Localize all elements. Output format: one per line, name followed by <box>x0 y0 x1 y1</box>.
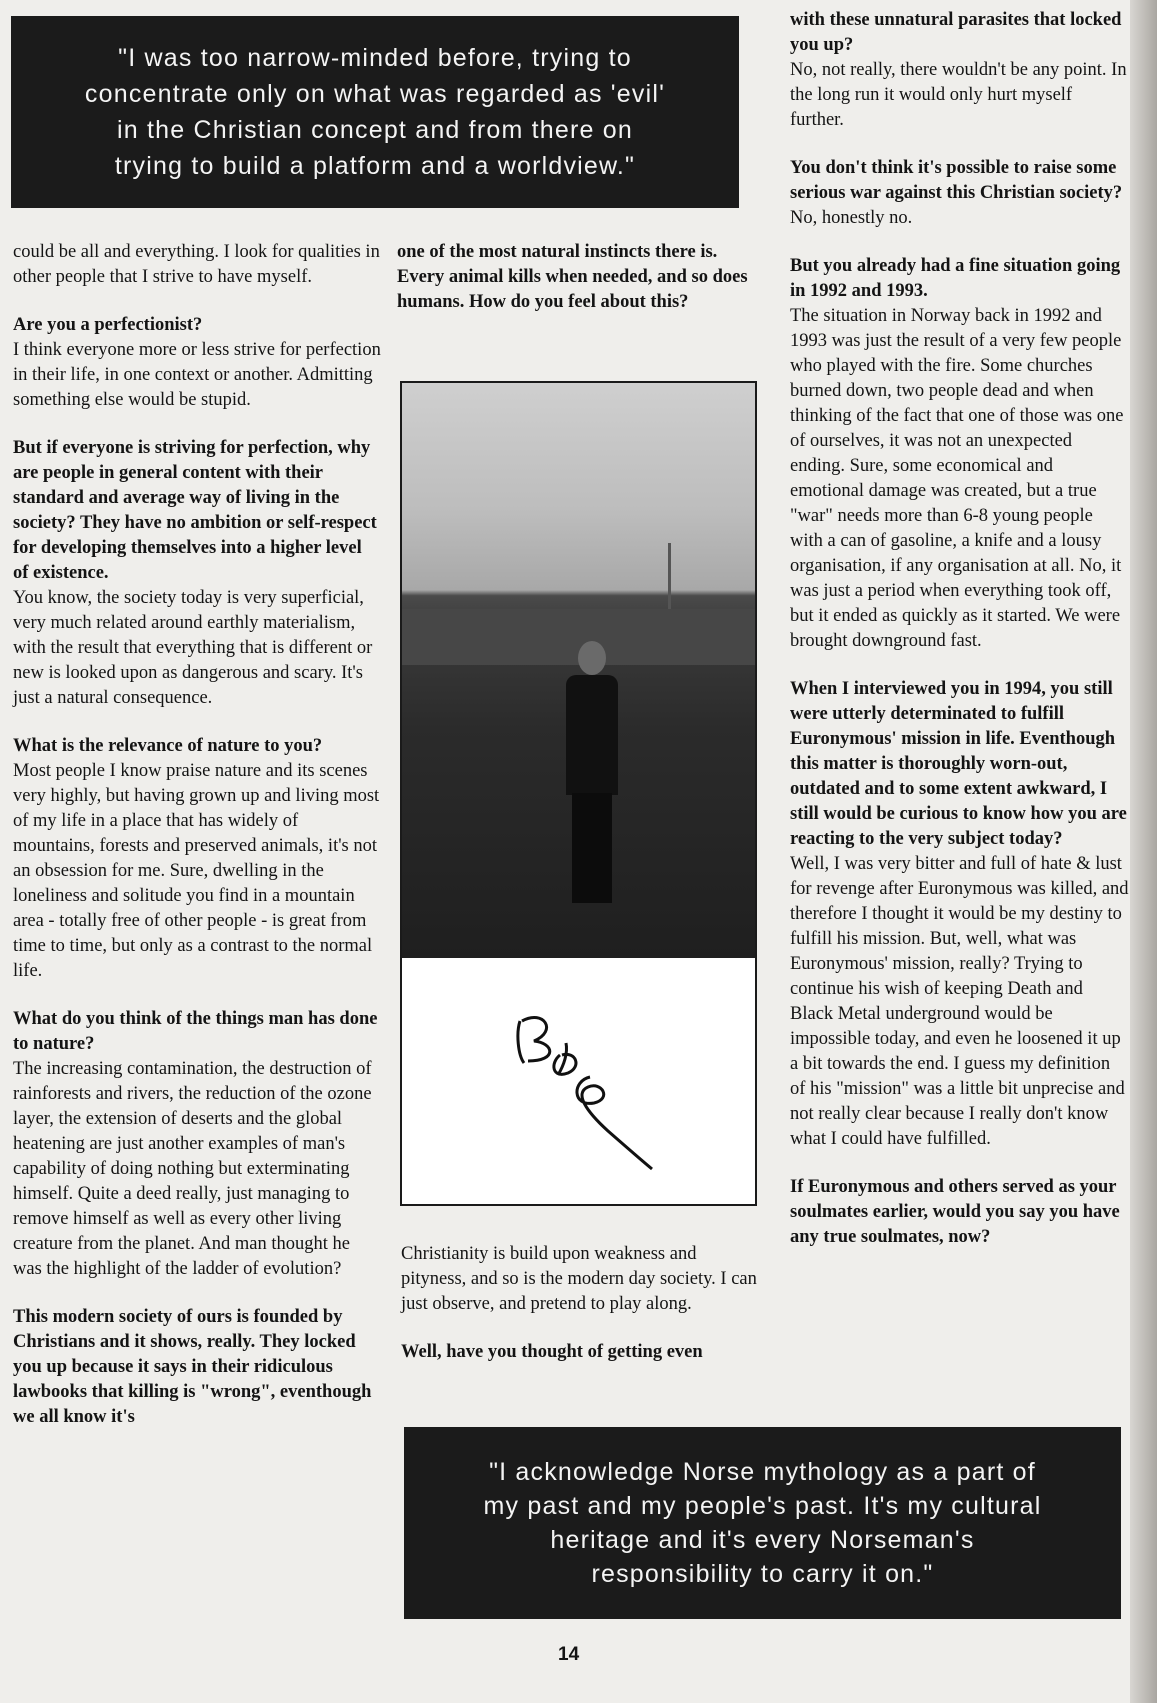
answer-christianity <box>401 1242 761 1317</box>
question-text: But if everyone is striving for perfection, why are people in general content with their standard and average way of living in the society? They have no ambition or self-respect for developing themselves into a higher level of existence. <box>13 438 377 583</box>
page-number: 14 <box>558 1644 580 1665</box>
question-text: What is the relevance of nature to you? <box>13 736 323 756</box>
qa-soulmates <box>790 1175 1130 1250</box>
answer-text: No, honestly no. <box>790 208 913 228</box>
qa-man-nature <box>13 1007 381 1282</box>
pull-quote-bottom-text: "I acknowledge Norse mythology as a part of my past and my people's past. It's my cultural heritage and it's every Norseman's responsibility to carry it on." <box>483 1458 1042 1588</box>
question-text: You don't think it's possible to raise some serious war against this Christian society? <box>790 158 1123 203</box>
question-text: But you already had a fine situation going in 1992 and 1993. <box>790 256 1121 301</box>
column-3 <box>790 8 1130 1273</box>
qa-getting-even <box>401 1340 761 1365</box>
figure-body <box>566 675 618 795</box>
answer-text: Well, I was very bitter and full of hate & lust for revenge after Euronymous was killed, and therefore I thought it would be my destiny to fulfill his mission. But, well, what was Euronymous' mission, really? Trying to continue his wish of keeping Death and Black Metal underground would be impossible today, and even he loosened it up a bit towards the end. I guess my definition of his "mission" was a little bit unprecise and not really clear because I really don't know what I could have fulfilled. <box>790 854 1129 1149</box>
pull-quote-top <box>11 16 739 208</box>
question-text: Well, have you thought of getting even <box>401 1342 703 1362</box>
column-2-lower <box>401 1242 761 1388</box>
page-edge-shadow <box>1130 0 1157 1703</box>
figure-legs <box>572 793 612 903</box>
question-text: one of the most natural instincts there is. Every animal kills when needed, and so does humans. How do you feel about this? <box>397 242 748 312</box>
qa-nature <box>13 734 381 984</box>
pull-quote-bottom <box>404 1427 1121 1619</box>
pull-quote-top-text: "I was too narrow-minded before, trying to concentrate only on what was regarded as 'evil' in the Christian concept and from there on trying to build a platform and a worldview." <box>84 44 666 180</box>
answer-text: I think everyone more or less strive for perfection in their life, in one context or another. Admitting something else would be stupid. <box>13 340 381 410</box>
answer-text: could be all and everything. I look for qualities in other people that I strive to have myself. <box>13 242 380 287</box>
figure-head <box>578 641 606 675</box>
handwritten-signature <box>502 1003 662 1173</box>
qa-euronymous-mission <box>790 677 1130 1152</box>
question-text: What do you think of the things man has done to nature? <box>13 1009 378 1054</box>
answer-text: The situation in Norway back in 1992 and 1993 was just the result of a very few people who played with the fire. Some churches burned down, two people dead and when thinking of the fact that one of those was one of ourselves, it was not an unexpected ending. Sure, some economical and emotional damage was created, but a true "war" needs more than 6-8 young people with a can of gasoline, a knife and a lousy organisation, if any organisation at all. No, it was just a period when everything took off, but it ended as quickly as it started. We were brought downground fast. <box>790 306 1124 651</box>
qa-perfectionist <box>13 313 381 413</box>
answer-text: Most people I know praise nature and its scenes very highly, but having grown up and living most of my life in a place that has widely of mountains, forests and preserved animals, it's not an obsession for me. Sure, dwelling in the loneliness and solitude you find in a mountain area - totally free of other people - is great from time to time, but only as a contrast to the normal life. <box>13 761 380 981</box>
qa-parasites <box>790 8 1130 133</box>
intro-paragraph <box>13 240 381 290</box>
portrait-photo <box>402 383 755 958</box>
answer-text: Christianity is build upon weakness and pityness, and so is the modern day society. I can just observe, and pretend to play along. <box>401 1244 757 1314</box>
qa-modern-society <box>13 1305 381 1430</box>
column-2 <box>397 240 761 338</box>
column-1 <box>13 240 381 1453</box>
question-continued <box>397 240 761 315</box>
photo-with-signature <box>400 381 757 1206</box>
answer-text: No, not really, there wouldn't be any point. In the long run it would only hurt myself further. <box>790 60 1127 130</box>
answer-text: The increasing contamination, the destruction of rainforests and rivers, the reduction of the ozone layer, the extension of deserts and the global heatening are just another examples of man's capability of doing nothing but exterminating himself. Quite a deed really, just managing to remove himself as well as every other living creature from the planet. And man thought he was the highlight of the ladder of evolution? <box>13 1059 372 1279</box>
question-text: When I interviewed you in 1994, you still were utterly determinated to fulfill Euronymous' mission in life. Eventhough this matter is thoroughly worn-out, outdated and to some extent awkward, I still would be curious to know how you are reacting to the very subject today? <box>790 679 1127 849</box>
answer-text: You know, the society today is very superficial, very much related around earthly materialism, with the result that everything that is different or new is looked upon as dangerous and scary. It's just a natural consequence. <box>13 588 373 708</box>
qa-1992 <box>790 254 1130 654</box>
question-text: Are you a perfectionist? <box>13 315 203 335</box>
question-text: If Euronymous and others served as your soulmates earlier, would you say you have any true soulmates, now? <box>790 1177 1120 1247</box>
question-text: with these unnatural parasites that locked you up? <box>790 10 1122 55</box>
qa-war <box>790 156 1130 231</box>
question-text: This modern society of ours is founded by Christians and it shows, really. They locked you up because it says in their ridiculous lawbooks that killing is "wrong", eventhough we all know it's <box>13 1307 372 1427</box>
qa-society <box>13 436 381 711</box>
